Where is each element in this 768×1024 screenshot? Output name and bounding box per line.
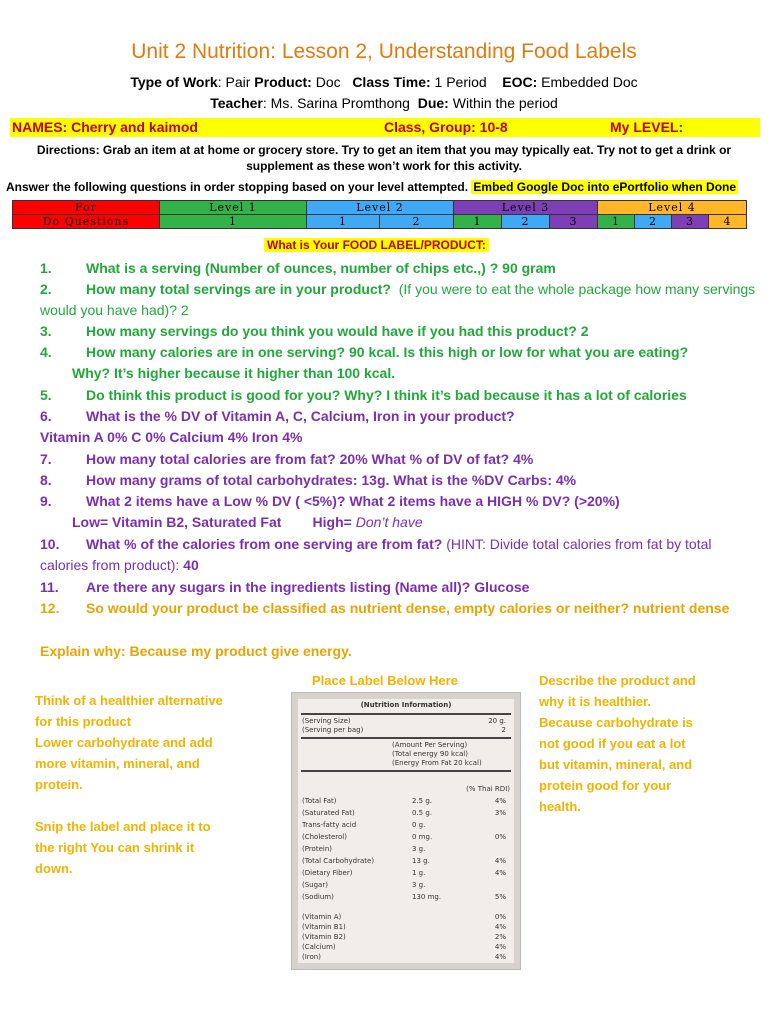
question-6-answer: Vitamin A 0% C 0% Calcium 4% Iron 4% [40,429,303,445]
question-9-answer: Low= Vitamin B2, Saturated Fat High= Don’t have [72,514,423,530]
level-table: For Level 1 Level 2 Level 3 Level 4 Do Questions 1 1 2 1 2 3 1 2 3 4 [12,200,747,229]
level-header-for: For [13,201,160,215]
question-6: 6. What is the % DV of Vitamin A, C, Calcium, Iron in your product? [40,408,515,424]
question-12: 12. So would your product be classified as nutrient dense, empty calories or neither? nutrient dense [40,600,730,616]
healthier-alternative-box: Think of a healthier alternative for this product Lower carbohydrate and add more vitamin, mineral, and protein. Snip the label and place it to the right You can shrink it down. [35,693,223,876]
class-group: Class, Group: 10-8 [384,119,508,135]
nutrition-vitamin-row: (Vitamin A) 0% [302,913,506,921]
names-row [10,118,760,137]
embed-note: Embed Google Doc into ePortfolio when Done [473,180,737,194]
nutrition-row: (Sodium) 130 mg. 5% [302,893,506,901]
nutrition-vitamin-row: (Calcium) 4% [302,943,506,951]
nutrition-row: (Saturated Fat) 0.5 g. 3% [302,809,506,817]
question-11: 11. Are there any sugars in the ingredients listing (Name all)? Glucose [40,579,530,595]
nutrition-vitamin-row: (Iron) 4% [302,953,506,961]
answer-instructions: Answer the following questions in order stopping based on your level attempted. Embed Google Doc into ePortfolio when Done [6,180,737,194]
food-label-heading: What is Your FOOD LABEL/PRODUCT: [264,238,489,252]
question-7: 7. How many total calories are from fat? 20% What % of DV of fat? 4% [40,451,534,467]
level-header-1: Level 1 [160,201,307,215]
nutrition-row: (Sugar) 3 g. [302,881,426,889]
nutrition-row: Trans-fatty acid 0 g. [302,821,426,829]
question-9: 9. What 2 items have a Low % DV ( <5%)? What 2 items have a HIGH % DV? (>20%) [40,493,620,509]
describe-product-box: Describe the product and why it is healthier. Because carbohydrate is not good if you eat a lot but vitamin, mineral, and protein good for your health. [539,673,696,814]
question-1: 1. What is a serving (Number of ounces, number of chips etc.,) ? 90 gram [40,260,556,276]
question-5: 5. Do think this product is good for you? Why? I think it’s bad because it has a lot of calories [40,387,687,403]
page-title: Unit 2 Nutrition: Lesson 2, Understanding Food Labels [131,40,637,63]
level-header-4: Level 4 [598,201,747,215]
question-4-answer: Why? It’s higher because it higher than 100 kcal. [72,365,396,381]
my-level: My LEVEL: [610,119,684,135]
nutrition-row: (Dietary Fiber) 1 g. 4% [302,869,506,877]
nutrition-label-photo: (Nutrition Information) (Serving Size) 20 g. (Serving per bag) 2 (Amount Per Serving) (Total energy 90 kcal) (Energy From Fat 20 kcal) (% Thai RDI) (Total Fat) 2.5 g. 4% (Saturated Fat) 0.5 g. 3% Trans-fatty acid 0 g. (Cholesterol) 0 mg. 0% (Protein) 3 g. (Total Carbohydrate) 13 g. 4% (Dietary Fiber) 1 g. 4% (Sugar) 3 g. (Sodium) 130 mg. 5% (Vitamin A) 0% (Vitamin B1) 4% (Vitamin B2) 2% (Calcium) 4% (Iron) 4% [291,692,521,970]
student-names: NAMES: Cherry and kaimod [12,119,198,135]
question-2: 2. How many total servings are in your product? (If you were to eat the whole package how many servings would you have had)? 2 [40,281,756,318]
question-8: 8. How many grams of total carbohydrates: 13g. What is the %DV Carbs: 4% [40,472,577,488]
place-label-heading: Place Label Below Here [312,673,458,688]
work-info-line: Type of Work: Pair Product: Doc Class Time: 1 Period EOC: Embedded Doc [130,74,638,90]
do-questions-label: Do Questions [13,215,160,229]
question-10: 10. What % of the calories from one serving are from fat? (HINT: Divide total calories from fat by total calories from product): 40 [40,536,712,573]
teacher-line: Teacher: Ms. Sarina Promthong Due: Within the period [210,95,558,111]
nutrition-row: (Total Carbohydrate) 13 g. 4% [302,857,506,865]
explain-why: Explain why: Because my product give energy. [40,643,352,659]
level-header-3: Level 3 [454,201,598,215]
level-header-2: Level 2 [307,201,454,215]
nutrition-row: (Cholesterol) 0 mg. 0% [302,833,506,841]
nutrition-vitamin-row: (Vitamin B2) 2% [302,933,506,941]
nutrition-row: (Total Fat) 2.5 g. 4% [302,797,506,805]
nutrition-row: (Protein) 3 g. [302,845,426,853]
question-3: 3. How many servings do you think you would have if you had this product? 2 [40,323,589,339]
question-4: 4. How many calories are in one serving? 90 kcal. Is this high or low for what you are eating? [40,344,689,360]
nutrition-vitamin-row: (Vitamin B1) 4% [302,923,506,931]
directions: Directions: Grab an item at at home or grocery store. Try to get an item that you may typically eat. Try not to get a drink or supplement as these won’t work for this activity. [36,143,732,173]
